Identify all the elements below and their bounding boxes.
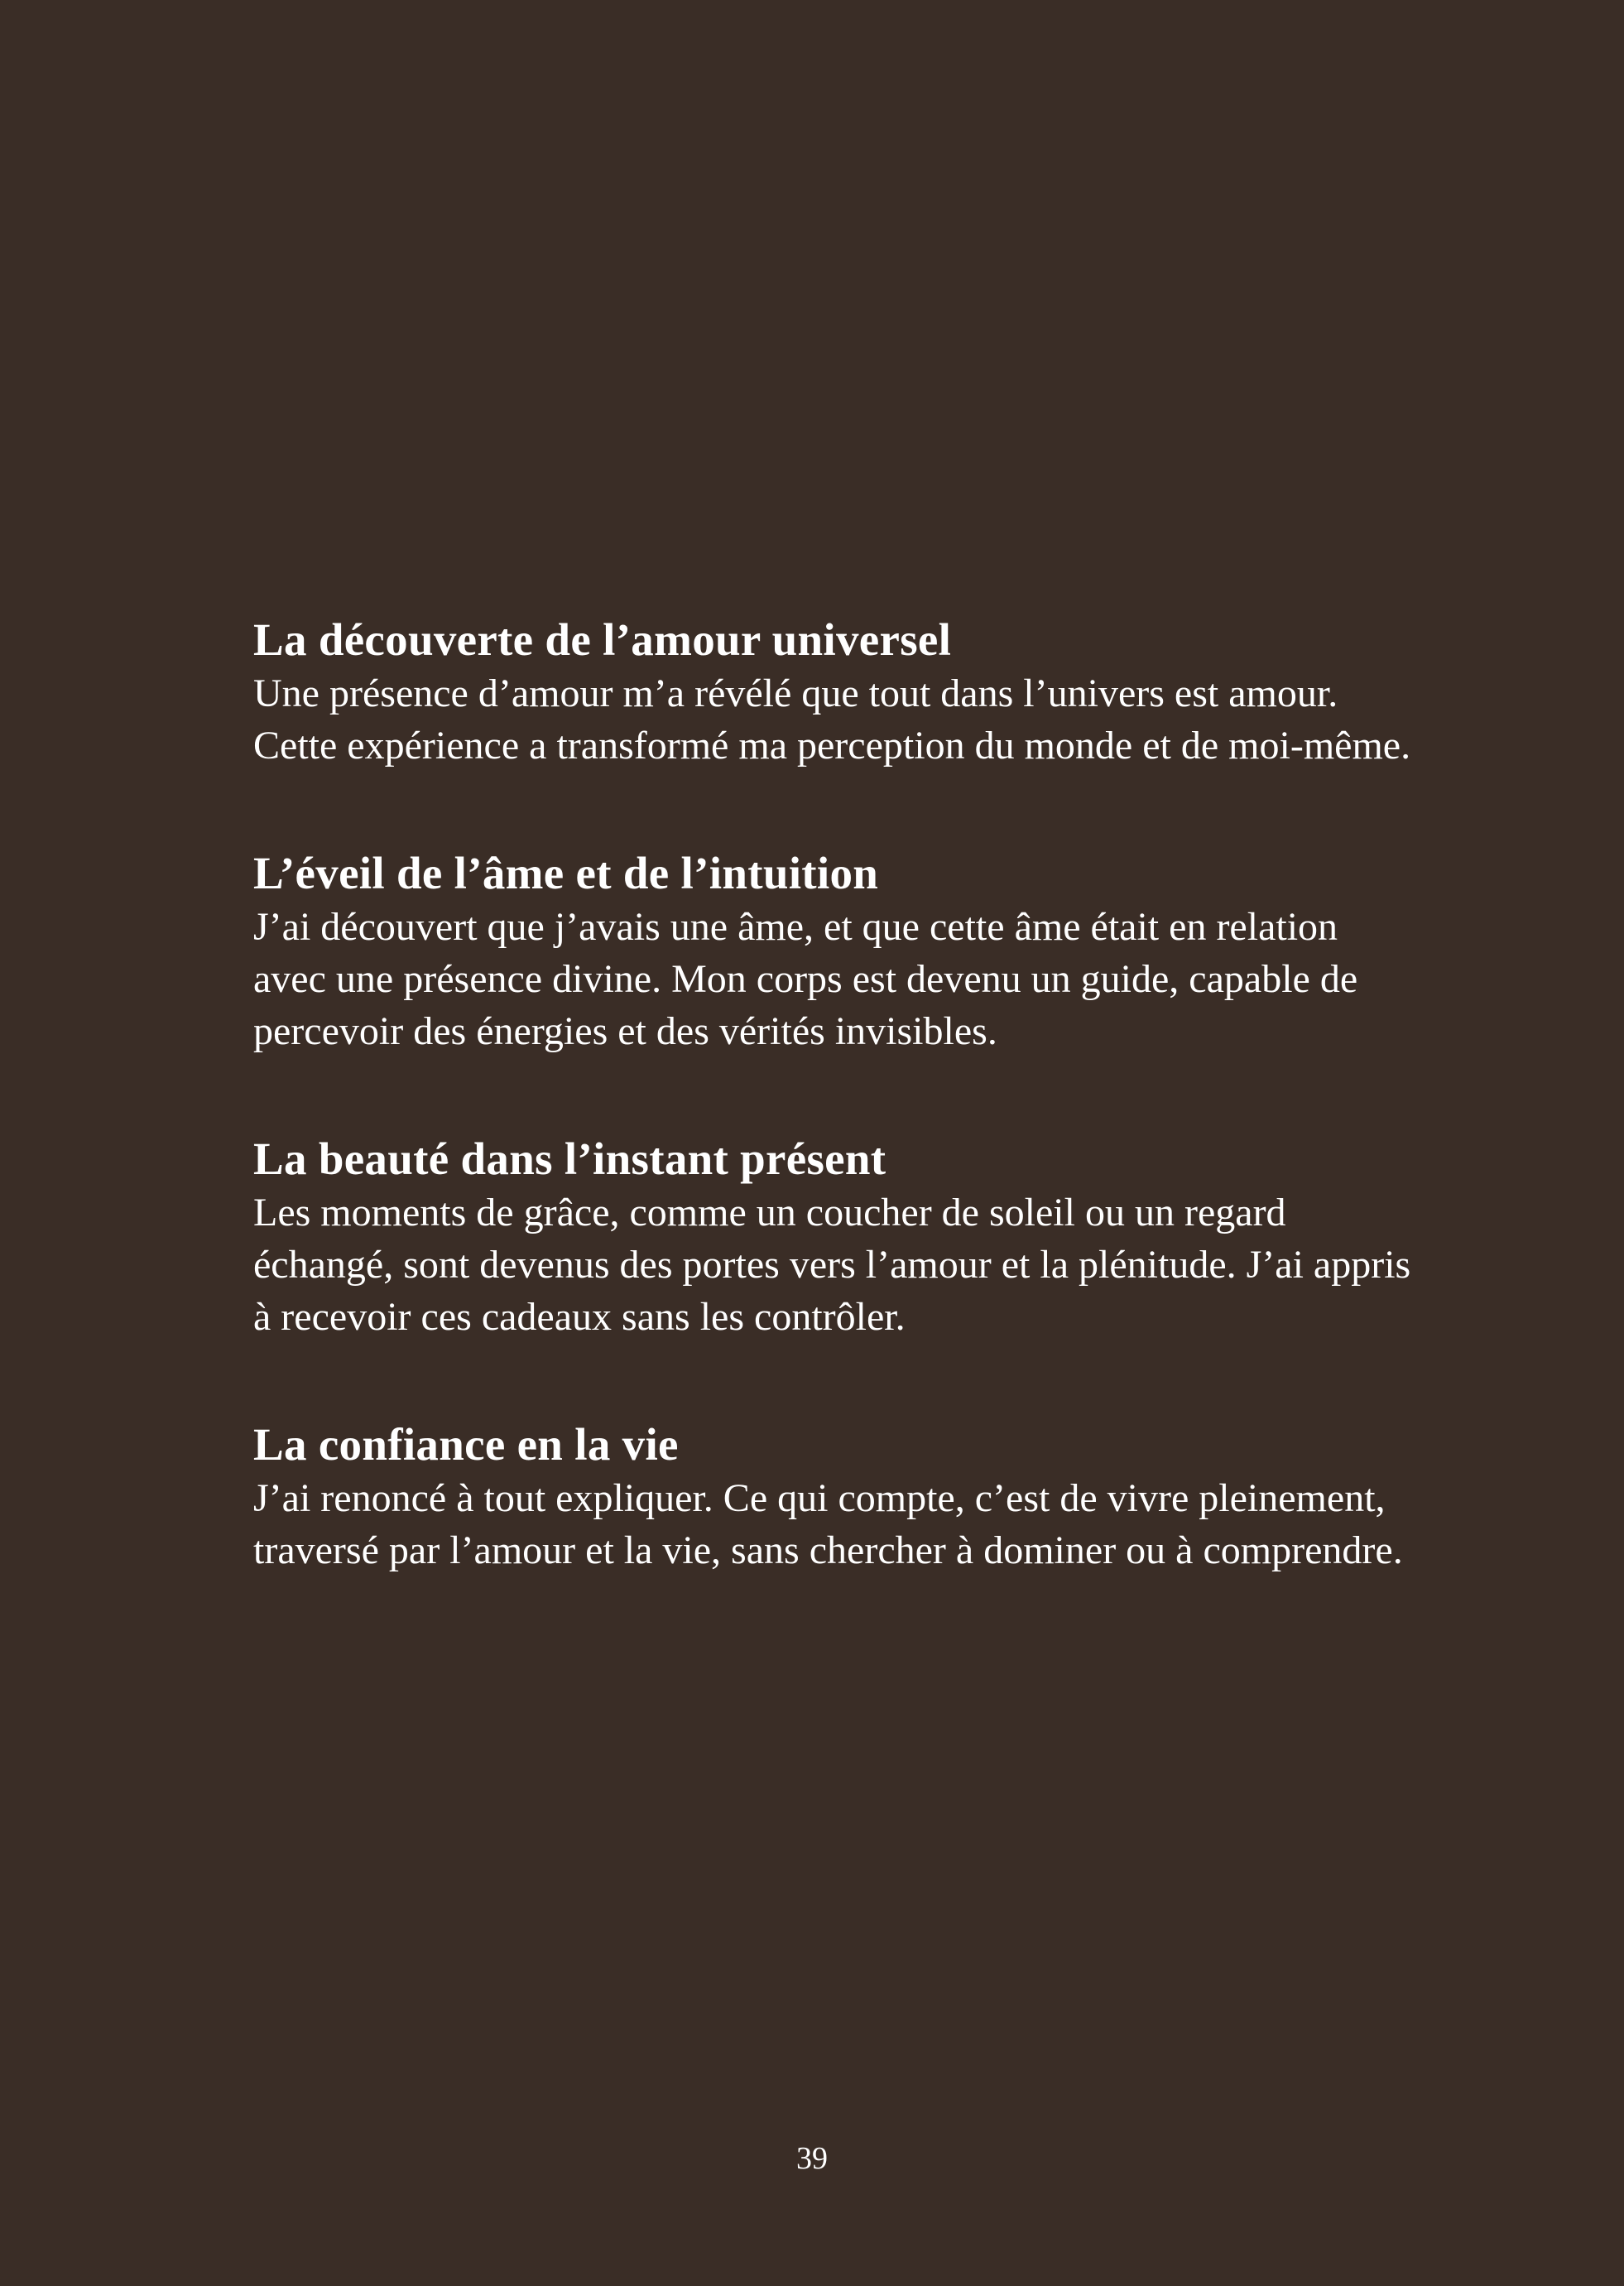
section-heading: La beauté dans l’instant présent — [253, 1133, 886, 1184]
section-eveil-ame — [253, 846, 1412, 1057]
section-heading: La confiance en la vie — [253, 1419, 679, 1470]
page-number: 39 — [796, 2141, 828, 2176]
section-heading: La découverte de l’amour universel — [253, 614, 952, 665]
section-beaute-instant — [253, 1132, 1412, 1343]
section-body: Une présence d’amour m’a révélé que tout dans l’univers est amour. Cette expérience a transformé ma perception du monde et de moi-même. — [253, 671, 1411, 768]
section-body: J’ai renoncé à tout expliquer. Ce qui compte, c’est de vivre pleinement, traversé par l’amour et la vie, sans chercher à dominer ou à comprendre. — [253, 1476, 1403, 1572]
section-amour-universel — [253, 613, 1412, 772]
section-confiance-vie — [253, 1417, 1412, 1576]
section-body: J’ai découvert que j’avais une âme, et que cette âme était en relation avec une présence divine. Mon corps est devenu un guide, capable de percevoir des énergies et des vérités invisibles. — [253, 905, 1358, 1053]
section-body: Les moments de grâce, comme un coucher de soleil ou un regard échangé, sont devenus des portes vers l’amour et la plénitude. J’ai appris à recevoir ces cadeaux sans les contrôler. — [253, 1191, 1411, 1339]
section-heading: L’éveil de l’âme et de l’intuition — [253, 848, 879, 898]
page-content — [253, 613, 1412, 1576]
